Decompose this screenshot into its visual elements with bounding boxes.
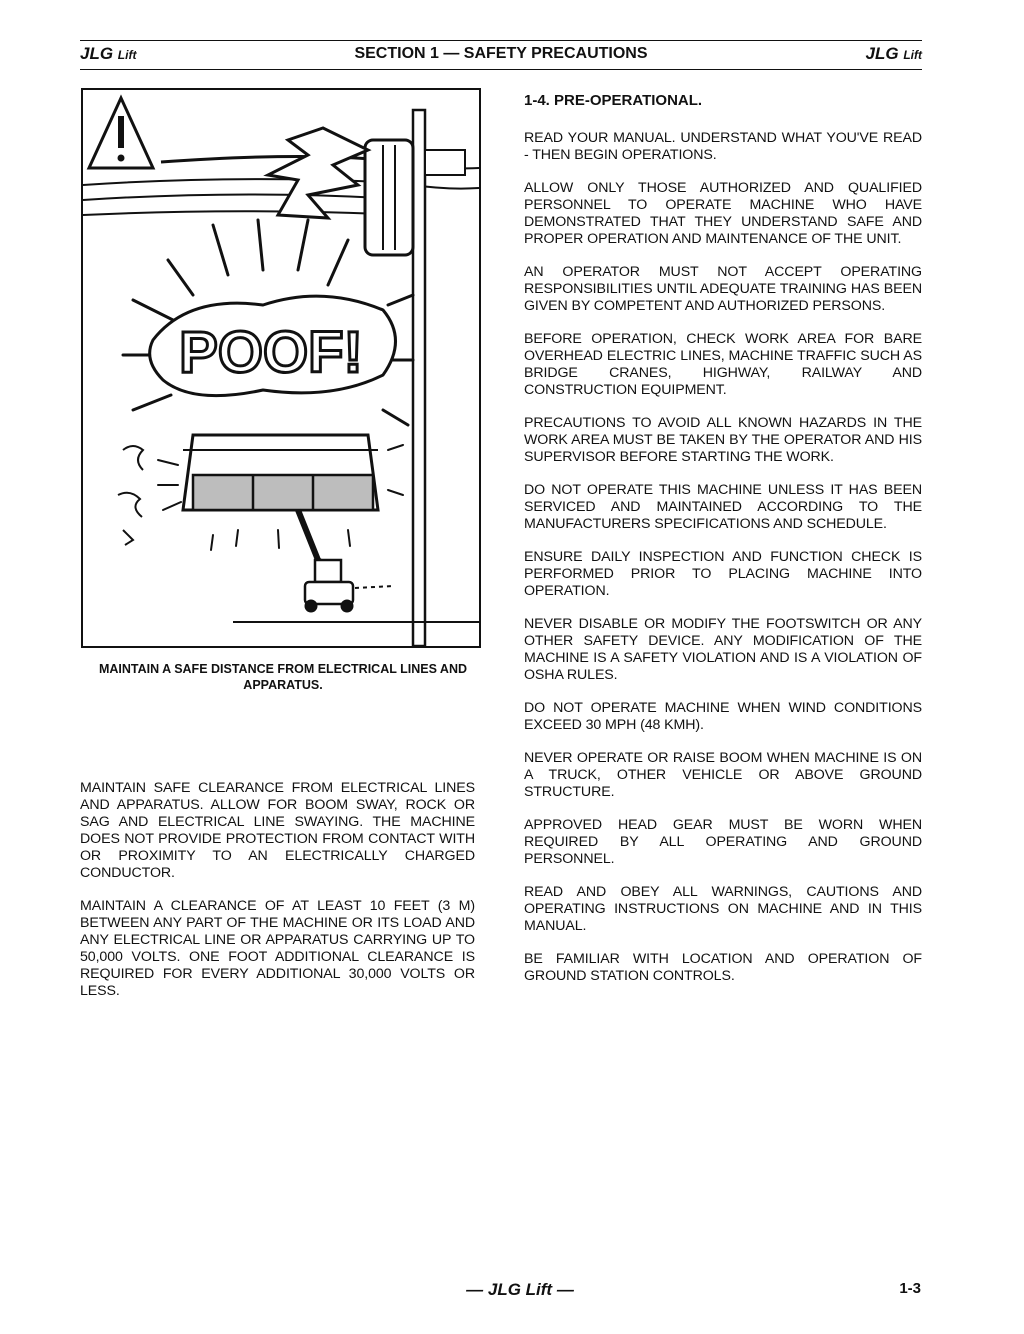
right-paragraph: READ AND OBEY ALL WARNINGS, CAUTIONS AND OPERATING INSTRUCTIONS ON MACHINE AND IN THIS MANUAL. [524,884,922,934]
page-number: 1-3 [899,1280,921,1297]
pre-operational-heading: 1-4. PRE-OPERATIONAL. [524,92,703,109]
right-paragraph: ALLOW ONLY THOSE AUTHORIZED AND QUALIFIED PERSONNEL TO OPERATE MACHINE WHO HAVE DEMONSTRATED THAT THEY UNDERSTAND SAFE AND PROPER OPERATION AND MAINTENANCE OF THE UNIT. [524,180,922,247]
illustration-drawing [83,90,479,646]
right-paragraph: DO NOT OPERATE MACHINE WHEN WIND CONDITIONS EXCEED 30 MPH (48 KMH). [524,700,922,733]
right-paragraph: ENSURE DAILY INSPECTION AND FUNCTION CHECK IS PERFORMED PRIOR TO PLACING MACHINE INTO OPERATION. [524,549,922,599]
poof-text: POOF! [179,320,363,385]
right-paragraph: BEFORE OPERATION, CHECK WORK AREA FOR BARE OVERHEAD ELECTRIC LINES, MACHINE TRAFFIC SUCH AS BRIDGE CRANES, HIGHWAY, RAILWAY AND CONSTRUCTION EQUIPMENT. [524,331,922,398]
left-column [80,780,475,1016]
right-paragraph: AN OPERATOR MUST NOT ACCEPT OPERATING RESPONSIBILITIES UNTIL ADEQUATE TRAINING HAS BEEN GIVEN BY COMPETENT AND AUTHORIZED PERSONS. [524,264,922,314]
right-paragraph: NEVER DISABLE OR MODIFY THE FOOTSWITCH OR ANY OTHER SAFETY DEVICE. ANY MODIFICATION OF THE MACHINE IS A SAFETY VIOLATION AND IS A VIOLATION OF OSHA RULES. [524,616,922,683]
right-paragraph: NEVER OPERATE OR RAISE BOOM WHEN MACHINE IS ON A TRUCK, OTHER VEHICLE OR ABOVE GROUND STRUCTURE. [524,750,922,800]
header-brand-right-suffix: Lift [903,48,922,62]
footer-brand: — JLG Lift — [466,1280,574,1299]
page-header [80,40,922,70]
right-paragraph: BE FAMILIAR WITH LOCATION AND OPERATION OF GROUND STATION CONTROLS. [524,951,922,984]
right-column [524,92,922,1001]
right-paragraph: PRECAUTIONS TO AVOID ALL KNOWN HAZARDS IN THE WORK AREA MUST BE TAKEN BY THE OPERATOR AND HIS SUPERVISOR BEFORE STARTING THE WORK. [524,415,922,465]
left-paragraph-voltage-clearance: MAINTAIN A CLEARANCE OF AT LEAST 10 FEET (3 M) BETWEEN ANY PART OF THE MACHINE OR ITS LOAD AND ANY ELECTRICAL LINE OR APPARATUS CARRYING UP TO 50,000 VOLTS. ONE FOOT ADDITIONAL CLEARANCE IS REQUIRED FOR EVERY ADDITIONAL 30,000 VOLTS OR LESS. [80,898,475,999]
right-paragraph: READ YOUR MANUAL. UNDERSTAND WHAT YOU'VE READ - THEN BEGIN OPERATIONS. [524,130,922,163]
left-paragraph-clearance: MAINTAIN SAFE CLEARANCE FROM ELECTRICAL LINES AND APPARATUS. ALLOW FOR BOOM SWAY, ROCK OR SAG AND ELECTRICAL LINE SWAYING. THE MACHINE DOES NOT PROVIDE PROTECTION FROM CONTACT WITH OR PROXIMITY TO AN ELECTRICALLY CHARGED CONDUCTOR. [80,780,475,881]
header-brand-right [866,44,922,64]
spark-scribbles [118,446,143,545]
header-brand-right-name: JLG [865,44,899,63]
poof-burst [150,296,396,396]
figure-caption: MAINTAIN A SAFE DISTANCE FROM ELECTRICAL LINES AND APPARATUS. [98,662,468,692]
boom-lift-base [233,510,479,622]
lightning-bolt-icon [268,128,368,218]
right-paragraph: APPROVED HEAD GEAR MUST BE WORN WHEN REQUIRED BY ALL OPERATING AND GROUND PERSONNEL. [524,817,922,867]
right-paragraph: DO NOT OPERATE THIS MACHINE UNLESS IT HAS BEEN SERVICED AND MAINTAINED ACCORDING TO THE MANUFACTURERS SPECIFICATIONS AND SCHEDULE. [524,482,922,532]
section-title: SECTION 1 — SAFETY PRECAUTIONS [354,45,648,62]
electrical-hazard-illustration [81,88,481,648]
header-brand-left-suffix: Lift [117,48,137,62]
header-brand-left-name: JLG [80,44,114,63]
warning-triangle-icon [89,98,153,168]
platform-basket [183,435,378,510]
